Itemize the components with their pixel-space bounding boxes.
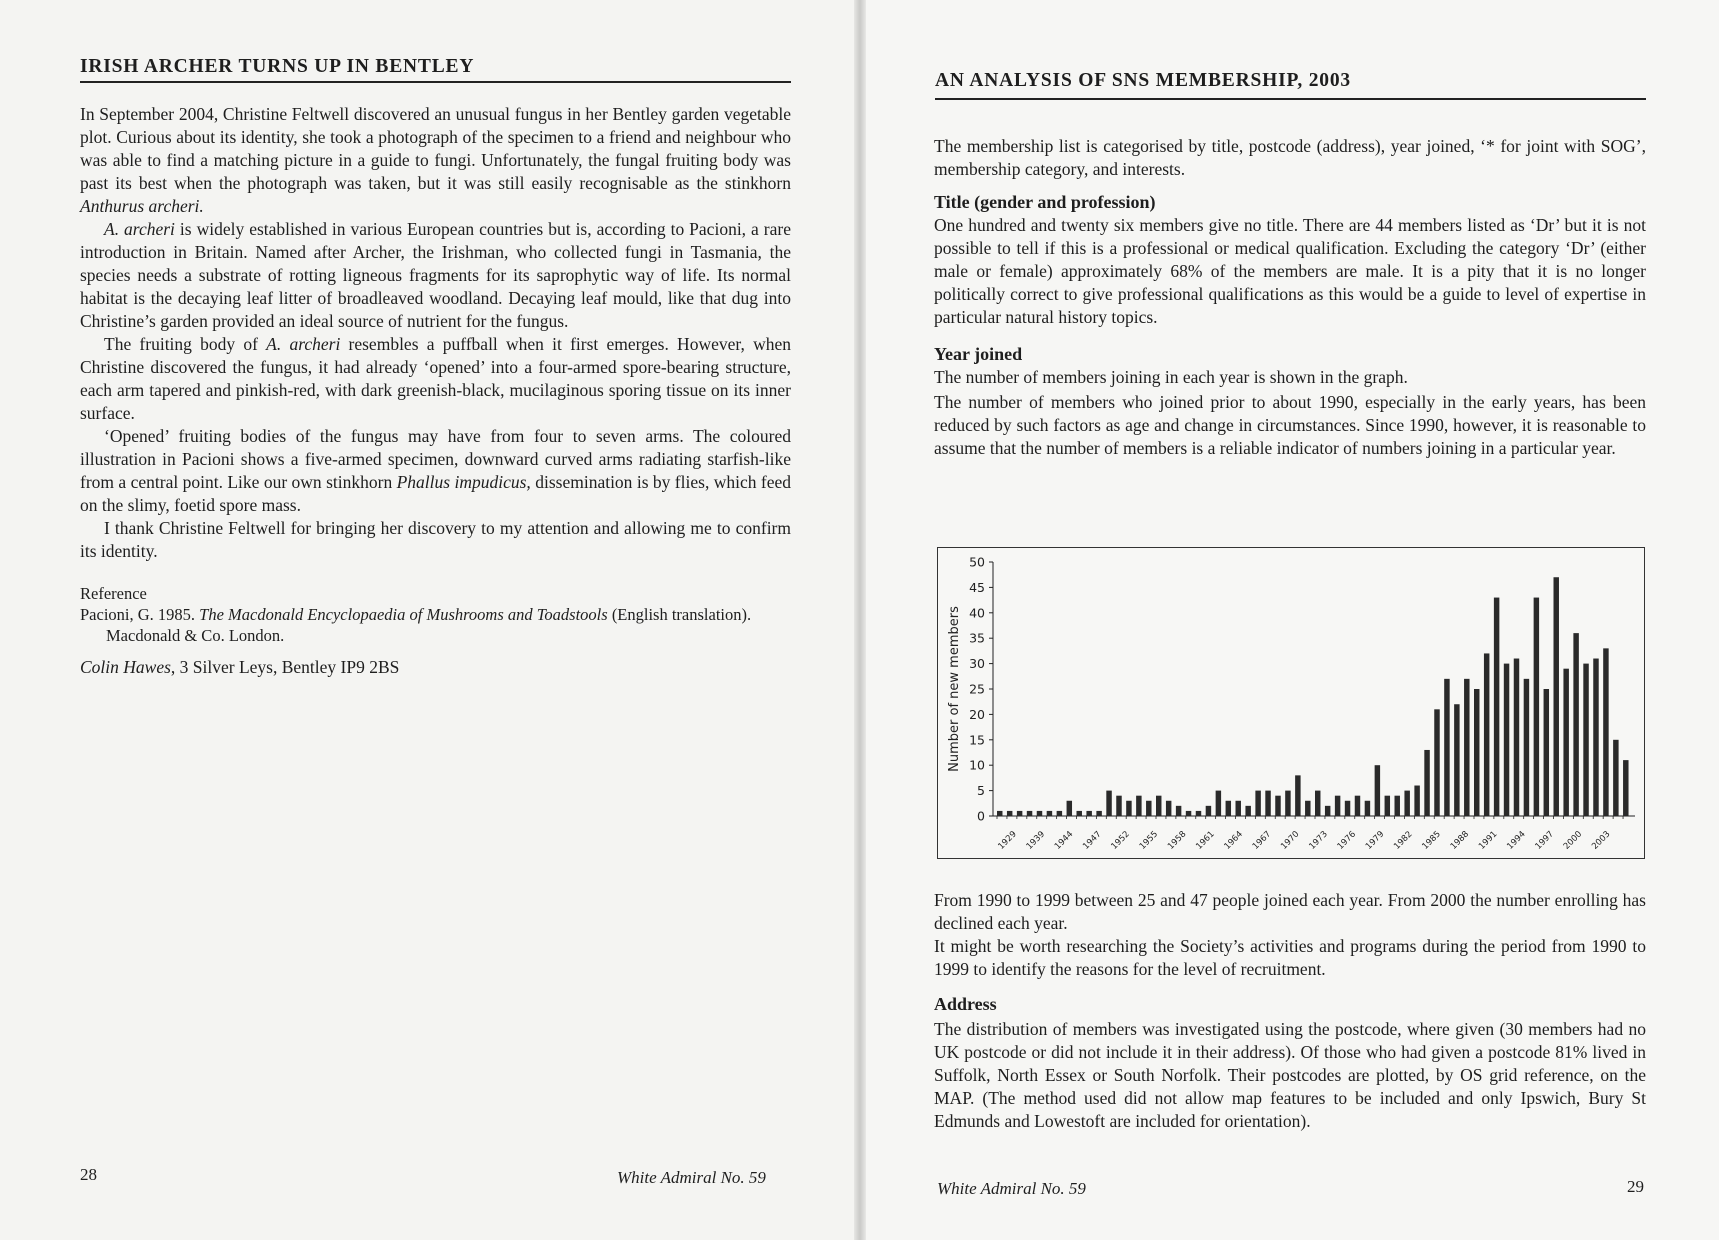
bar <box>1593 659 1598 816</box>
bar <box>1603 648 1608 816</box>
bar <box>1037 811 1042 816</box>
bar <box>1086 811 1091 816</box>
paragraph-4: ‘Opened’ fruiting bodies of the fungus may have from four to seven arms. The coloured illustration in Pacioni shows a five-armed specimen, downward curved arms radiating starfish-like from a central point. Like our own stinkhorn Phallus impudicus, dissemination is by flies, which feed on the slimy, foetid spore mass. <box>80 426 791 515</box>
y-axis-title: Number of new members <box>947 606 962 772</box>
bar <box>1285 791 1290 816</box>
bar <box>1126 801 1131 816</box>
author-signature: Colin Hawes, 3 Silver Leys, Bentley IP9 2BS <box>80 657 400 677</box>
section-heading-title: Title (gender and profession) <box>934 192 1156 212</box>
bar <box>1027 811 1032 816</box>
section-heading-address: Address <box>934 994 997 1014</box>
membership-bar-chart <box>937 547 1645 859</box>
bar <box>1206 806 1211 816</box>
bar <box>1544 689 1549 816</box>
bar <box>1573 633 1578 816</box>
bar <box>1385 796 1390 816</box>
book-gutter <box>854 0 866 1240</box>
x-tick-label: 1967 <box>1250 829 1274 852</box>
x-tick-label: 1961 <box>1194 829 1217 852</box>
x-tick-label: 1988 <box>1448 829 1472 852</box>
bar <box>1275 796 1280 816</box>
y-tick-label: 15 <box>969 732 985 748</box>
bar <box>1186 811 1191 816</box>
x-tick-label: 1982 <box>1392 829 1415 852</box>
year-paragraph-2: The number of members who joined prior to about 1990, especially in the early years, has been reduced by such factors as age and change in circumstances. Since 1990, however, it is reasonable to assume that the number of members is a reliable indicator of numbers joining in a particular year. <box>934 392 1646 458</box>
x-tick-label: 1985 <box>1420 829 1443 852</box>
y-tick-label: 40 <box>969 605 985 621</box>
bar <box>1196 811 1201 816</box>
left-article-body <box>80 103 791 679</box>
bar <box>1216 791 1221 816</box>
x-tick-label: 1947 <box>1081 829 1104 852</box>
y-tick-label: 20 <box>969 706 985 722</box>
bar <box>1494 598 1499 816</box>
after-chart-paragraph-2: It might be worth researching the Society’s activities and programs during the period from 1990 to 1999 to identify the reasons for the level of recruitment. <box>934 936 1646 979</box>
bar <box>1236 801 1241 816</box>
intro-paragraph: The membership list is categorised by title, postcode (address), year joined, ‘* for joint with SOG’, membership category, and interests. <box>934 136 1646 179</box>
x-tick-label: 1958 <box>1166 829 1189 852</box>
bar <box>1305 801 1310 816</box>
x-tick-label: 1991 <box>1477 829 1500 852</box>
bar <box>1474 689 1479 816</box>
bar <box>1146 801 1151 816</box>
x-tick-label: 1970 <box>1279 829 1302 852</box>
x-tick-label: 1939 <box>1024 829 1048 852</box>
reference-heading: Reference <box>80 584 147 603</box>
bar <box>1335 796 1340 816</box>
address-paragraph: The distribution of members was investigated using the postcode, where given (30 members had no UK postcode or did not include it in their address). Of those who had given a postcode 81% lived in Suffolk, North Essex or South Norfolk. Their postcodes are plotted, by OS grid reference, on the MAP. (The method used did not allow map features to be included and only Ipswich, Bury St Edmunds and Lowestoft are included for orientation). <box>934 1019 1646 1131</box>
bar <box>1106 791 1111 816</box>
bar <box>1047 811 1052 816</box>
bar <box>1136 796 1141 816</box>
bar <box>1444 679 1449 816</box>
x-tick-label: 1955 <box>1137 829 1161 852</box>
x-tick-label: 1929 <box>996 829 1019 852</box>
bar <box>1355 796 1360 816</box>
title-paragraph: One hundred and twenty six members give no title. There are 44 members listed as ‘Dr’ but it is not possible to tell if this is a professional or medical qualification. Excluding the category ‘Dr’ (either male or female) approximately 68% of the members are male. It is a pity that it is no longer politically correct to give professional qualifications as this would be a guide to level of expertise in particular natural history topics. <box>934 215 1646 327</box>
bar <box>1434 709 1439 816</box>
x-tick-label: 1964 <box>1222 829 1245 852</box>
bar <box>1613 740 1618 816</box>
bar <box>997 811 1002 816</box>
bar <box>1514 659 1519 816</box>
left-running-footer: White Admiral No. 59 <box>617 1168 766 1187</box>
right-article-title: AN ANALYSIS OF SNS MEMBERSHIP, 2003 <box>935 70 1646 100</box>
x-tick-label: 1994 <box>1505 829 1528 852</box>
left-article-title: IRISH ARCHER TURNS UP IN BENTLEY <box>80 56 791 83</box>
y-tick-label: 30 <box>969 656 985 672</box>
bar <box>1524 679 1529 816</box>
bar <box>1554 577 1559 816</box>
bar <box>1424 750 1429 816</box>
y-tick-label: 25 <box>969 681 985 697</box>
paragraph-1: In September 2004, Christine Feltwell discovered an unusual fungus in her Bentley garden vegetable plot. Curious about its identity, she took a photograph of the specimen to a friend and neighbour who was able to find a matching picture in a guide to fungi. Unfortunately, the fungal fruiting body was past its best when the photograph was taken, but it was still easily recognisable as the stinkhorn Anthurus archeri. <box>80 104 791 216</box>
bar <box>1007 811 1012 816</box>
x-tick-label: 1976 <box>1335 829 1359 852</box>
bar <box>1166 801 1171 816</box>
bar <box>1116 796 1121 816</box>
bar <box>1395 796 1400 816</box>
left-page-number: 28 <box>80 1165 97 1184</box>
x-tick-label: 1944 <box>1052 829 1076 852</box>
x-tick-label: 1997 <box>1533 829 1556 852</box>
bar <box>1325 806 1330 816</box>
x-tick-label: 2000 <box>1561 829 1585 852</box>
bar <box>1096 811 1101 816</box>
right-page-number: 29 <box>1627 1177 1644 1196</box>
bar <box>1414 786 1419 816</box>
paragraph-5: I thank Christine Feltwell for bringing her discovery to my attention and allowing me to confirm its identity. <box>80 518 791 561</box>
y-tick-label: 35 <box>969 630 985 646</box>
y-tick-label: 10 <box>969 757 985 773</box>
bar <box>1245 806 1250 816</box>
bar <box>1295 775 1300 816</box>
bar <box>1464 679 1469 816</box>
bar <box>1265 791 1270 816</box>
bar <box>1583 664 1588 816</box>
x-tick-label: 1973 <box>1307 829 1330 852</box>
x-tick-label: 2003 <box>1590 829 1613 852</box>
x-tick-label: 1952 <box>1109 829 1132 852</box>
bar <box>1156 796 1161 816</box>
bar <box>1623 760 1628 816</box>
right-running-footer: White Admiral No. 59 <box>937 1179 1086 1198</box>
y-tick-label: 45 <box>969 579 985 595</box>
bar <box>1454 704 1459 816</box>
bar <box>1057 811 1062 816</box>
paragraph-2: A. archeri is widely established in various European countries but is, according to Pacioni, a rare introduction in Britain. Named after Archer, the Irishman, who collected fungi in Tasmania, the species needs a substrate of rotting ligneous fragments for its saprophytic way of life. Its normal habitat is the decaying leaf litter of broadleaved woodland. Decaying leaf mould, like that dug into Christine’s garden provided an ideal source of nutrient for the fungus. <box>80 219 791 331</box>
bar <box>1017 811 1022 816</box>
x-tick-label: 1979 <box>1363 829 1387 852</box>
bar <box>1345 801 1350 816</box>
right-article-intro <box>934 135 1646 460</box>
bar <box>1375 765 1380 816</box>
right-article-body <box>934 889 1646 1133</box>
y-tick-label: 50 <box>969 554 985 570</box>
bar <box>1067 801 1072 816</box>
bar <box>1315 791 1320 816</box>
bar <box>1504 664 1509 816</box>
paragraph-3: The fruiting body of A. archeri resembles a puffball when it first emerges. However, when Christine discovered the fungus, it had already ‘opened’ into a four-armed spore-bearing structure, each arm tapered and pinkish-red, with dark greenish-black, mucilaginous sporing tissue on its inner surface. <box>80 334 791 423</box>
bar <box>1484 653 1489 816</box>
y-tick-label: 5 <box>977 783 985 799</box>
after-chart-paragraph-1: From 1990 to 1999 between 25 and 47 people joined each year. From 2000 the number enrolling has declined each year. <box>934 890 1646 933</box>
bar <box>1365 801 1370 816</box>
bar <box>1404 791 1409 816</box>
reference-entry: Pacioni, G. 1985. The Macdonald Encyclopaedia of Mushrooms and Toadstools (English translation). Macdonald & Co. London. <box>80 605 752 645</box>
bar <box>1534 598 1539 816</box>
bar <box>1077 811 1082 816</box>
bar <box>1255 791 1260 816</box>
y-tick-label: 0 <box>977 808 985 824</box>
chart-svg <box>938 548 1643 857</box>
section-heading-year: Year joined <box>934 344 1023 364</box>
year-paragraph-1: The number of members joining in each year is shown in the graph. <box>934 367 1408 387</box>
bar <box>1176 806 1181 816</box>
bar <box>1563 669 1568 816</box>
bar <box>1226 801 1231 816</box>
